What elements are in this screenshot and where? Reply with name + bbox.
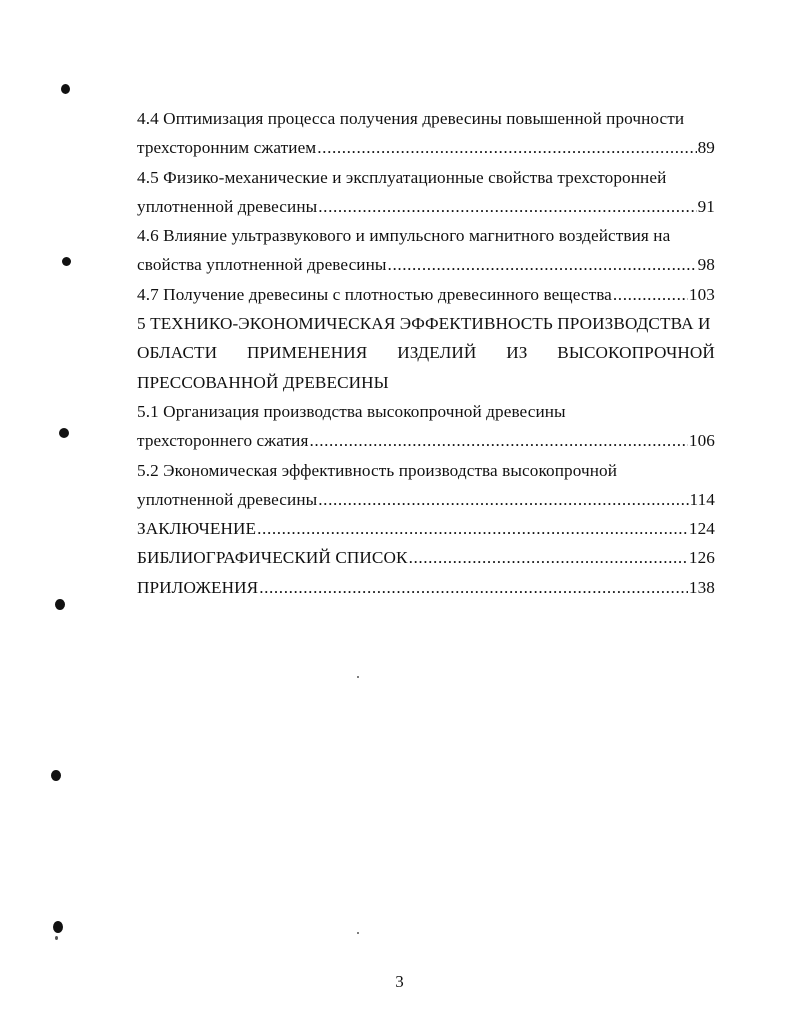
punch-hole-mark: [51, 770, 61, 781]
dot-leader: [318, 485, 688, 514]
toc-page-number: 91: [697, 196, 715, 216]
dot-leader: [309, 426, 687, 455]
toc-entry-title[interactable]: 5.1 Организация производства высокопрочной древесины: [137, 401, 566, 421]
toc-entry-line[interactable]: [137, 573, 715, 602]
toc-entry-title: свойства уплотненной древесины: [137, 255, 387, 275]
punch-hole-mark: [53, 921, 63, 933]
toc-chapter-title-justified[interactable]: [137, 338, 715, 367]
toc-page-number: 106: [688, 431, 715, 451]
toc-entry-title: 4.7 Получение древесины с плотностью древесинного вещества: [137, 284, 612, 304]
toc-word: ВЫСОКОПРОЧНОЙ: [557, 343, 715, 363]
toc-entry-title: уплотненной древесины: [137, 196, 318, 216]
toc-page-number: 98: [697, 255, 715, 275]
toc-page-number: 103: [688, 284, 715, 304]
toc-page-number: 138: [688, 577, 715, 597]
dot-leader: [317, 133, 696, 162]
page-number: 3: [395, 972, 404, 991]
toc-page-number: 89: [697, 138, 715, 158]
toc-chapter-title[interactable]: ПРЕССОВАННОЙ ДРЕВЕСИНЫ: [137, 372, 389, 392]
toc-entry-title: уплотненной древесины: [137, 489, 318, 509]
toc-page-number: 126: [688, 548, 715, 568]
punch-hole-mark: [59, 428, 69, 438]
punch-hole-mark: [61, 84, 70, 94]
toc-entry-line[interactable]: [137, 192, 715, 221]
scan-speck: [357, 676, 359, 678]
dot-leader: [388, 250, 697, 279]
table-of-contents: [137, 104, 715, 602]
toc-entry-line[interactable]: [137, 426, 715, 455]
dot-leader: [613, 280, 688, 309]
punch-hole-mark: [62, 257, 71, 266]
toc-entry-line[interactable]: [137, 280, 715, 309]
scan-speck: [357, 932, 359, 934]
toc-entry-title: БИБЛИОГРАФИЧЕСКИЙ СПИСОК: [137, 548, 408, 568]
toc-word: ПРИМЕНЕНИЯ: [247, 343, 368, 363]
toc-entry-title[interactable]: 4.4 Оптимизация процесса получения древесины повышенной прочности: [137, 109, 685, 128]
toc-entry-line[interactable]: [137, 543, 715, 572]
toc-entry-title[interactable]: 5.2 Экономическая эффективность производства высокопрочной: [137, 460, 618, 480]
toc-chapter-title[interactable]: 5 ТЕХНИКО-ЭКОНОМИЧЕСКАЯ ЭФФЕКТИВНОСТЬ ПРОИЗВОДСТВА И: [137, 314, 711, 334]
toc-page-number: 124: [688, 519, 715, 539]
toc-entry-title[interactable]: 4.5 Физико-механические и эксплуатационные свойства трехсторонней: [137, 167, 667, 187]
dot-leader: [257, 514, 688, 543]
toc-entry-title: ЗАКЛЮЧЕНИЕ: [137, 519, 257, 539]
toc-entry-title: трехсторонним сжатием: [137, 138, 317, 158]
toc-word: ОБЛАСТИ: [137, 343, 218, 363]
toc-entry-line[interactable]: [137, 133, 715, 162]
dot-leader: [259, 573, 688, 602]
dot-leader: [318, 192, 696, 221]
scan-speck: [55, 936, 58, 940]
toc-entry-line[interactable]: [137, 514, 715, 543]
dot-leader: [409, 543, 688, 572]
punch-hole-mark: [55, 599, 65, 610]
toc-entry-title[interactable]: 4.6 Влияние ультразвукового и импульсного магнитного воздействия на: [137, 226, 671, 246]
toc-entry-line[interactable]: [137, 485, 715, 514]
toc-word: ИЗДЕЛИЙ: [397, 343, 477, 363]
toc-entry-line[interactable]: [137, 250, 715, 279]
toc-entry-title: трехстороннего сжатия: [137, 431, 309, 451]
toc-word: ИЗ: [506, 343, 528, 363]
toc-entry-title: ПРИЛОЖЕНИЯ: [137, 577, 259, 597]
toc-page-number: 114: [689, 489, 715, 509]
